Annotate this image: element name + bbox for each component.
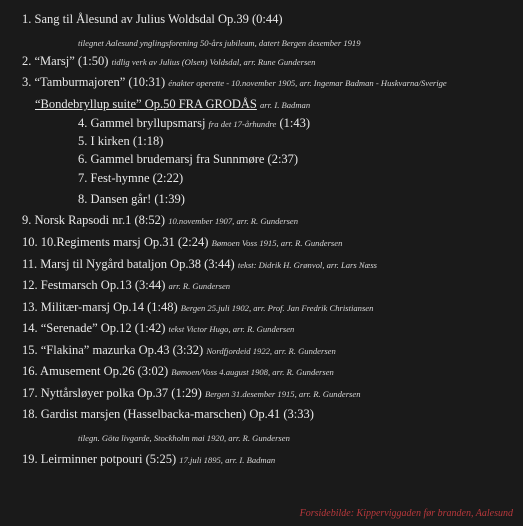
suite-item-6 <box>78 152 298 166</box>
track-note: Bømoen/Voss 4.august 1908, arr. R. Gundersen <box>171 367 334 377</box>
suite-item-8 <box>78 192 185 206</box>
track-title: 5. I kirken (1:18) <box>78 134 164 148</box>
track-title: 7. Fest-hymne (2:22) <box>78 171 184 185</box>
suite-item-7 <box>78 171 183 185</box>
track-note: Nordfjordeid 1922, arr. R. Gundersen <box>206 346 336 356</box>
track-9 <box>22 213 298 228</box>
track-title: 4. Gammel bryllupsmarsj <box>78 116 206 130</box>
track-15 <box>22 343 336 358</box>
suite-item-4 <box>78 116 310 131</box>
track-note: fra det 17-århundre <box>208 119 277 129</box>
track-title: 17. Nyttårsløyer polka Op.37 (1:29) <box>22 386 202 400</box>
track-note: tidlig verk av Julius (Olsen) Voldsdal, arr. Rune Gundersen <box>111 57 316 67</box>
track-18 <box>22 407 314 421</box>
track-note: 17.juli 1895, arr. I. Badman <box>179 455 276 465</box>
cover-caption: Forsidebilde: Kipperviggaden før branden, Aalesund <box>299 508 513 519</box>
track-title: 9. Norsk Rapsodi nr.1 (8:52) <box>22 213 166 227</box>
track-title: 13. Militær-marsj Op.14 (1:48) <box>22 300 178 314</box>
track-title: 1. Sang til Ålesund av Julius Woldsdal Op.39 (0:44) <box>22 12 283 26</box>
track-13 <box>22 300 373 315</box>
track-note: énakter operette - 10.november 1905, arr. Ingemar Badman - Huskvarna/Sverige <box>168 78 447 88</box>
track-duration: (1:43) <box>279 116 311 130</box>
track-1 <box>22 12 283 26</box>
track-12 <box>22 278 230 293</box>
track-note: Bergen 31.desember 1915, arr. R. Gundersen <box>204 389 361 399</box>
track-2 <box>22 54 315 69</box>
track-18-note <box>78 431 290 445</box>
track-title: 10. 10.Regiments marsj Op.31 (2:24) <box>22 235 209 249</box>
suite-heading <box>35 97 310 112</box>
track-note: tilegn. Göta livgarde, Stockholm mai 1920, arr. R. Gundersen <box>78 433 290 443</box>
suite-item-5 <box>78 134 163 148</box>
track-title: 18. Gardist marsjen (Hasselbacka-marschen) Op.41 (3:33) <box>22 407 314 421</box>
track-note: 10.november 1907, arr. R. Gundersen <box>168 216 299 226</box>
track-note: tilegnet Aalesund ynglingsforening 50-års jubileum, datert Bergen desember 1919 <box>78 38 361 48</box>
track-title: 14. “Serenade” Op.12 (1:42) <box>22 321 166 335</box>
track-note: arr. R. Gundersen <box>168 281 231 291</box>
track-title: 16. Amusement Op.26 (3:02) <box>22 364 169 378</box>
track-1-note <box>78 36 361 50</box>
track-note: Bergen 25.juli 1902, arr. Prof. Jan Fredrik Christiansen <box>180 303 374 313</box>
track-11 <box>22 257 377 272</box>
track-title: 6. Gammel brudemarsj fra Sunnmøre (2:37) <box>78 152 299 166</box>
track-title: 8. Dansen går! (1:39) <box>78 192 185 206</box>
track-10 <box>22 235 342 250</box>
track-note: Bømoen Voss 1915, arr. R. Gundersen <box>211 238 343 248</box>
track-title: 3. “Tamburmajoren” (10:31) <box>22 75 166 89</box>
track-title: 12. Festmarsch Op.13 (3:44) <box>22 278 166 292</box>
track-title: 15. “Flakina” mazurka Op.43 (3:32) <box>22 343 204 357</box>
track-16 <box>22 364 334 379</box>
track-17 <box>22 386 361 401</box>
track-note: tekst Victor Hugo, arr. R. Gundersen <box>168 324 295 334</box>
track-14 <box>22 321 294 336</box>
track-title: 19. Leirminner potpouri (5:25) <box>22 452 177 466</box>
track-19 <box>22 452 275 467</box>
track-title: 11. Marsj til Nygård bataljon Op.38 (3:44) <box>22 257 235 271</box>
track-title: 2. “Marsj” (1:50) <box>22 54 109 68</box>
track-note: tekst: Didrik H. Grønvol, arr. Lars Næss <box>237 260 378 270</box>
suite-title: “Bondebryllup suite” Op.50 FRA GRODÅS <box>35 97 257 111</box>
suite-note: arr. I. Badman <box>260 100 311 110</box>
track-3 <box>22 75 447 90</box>
